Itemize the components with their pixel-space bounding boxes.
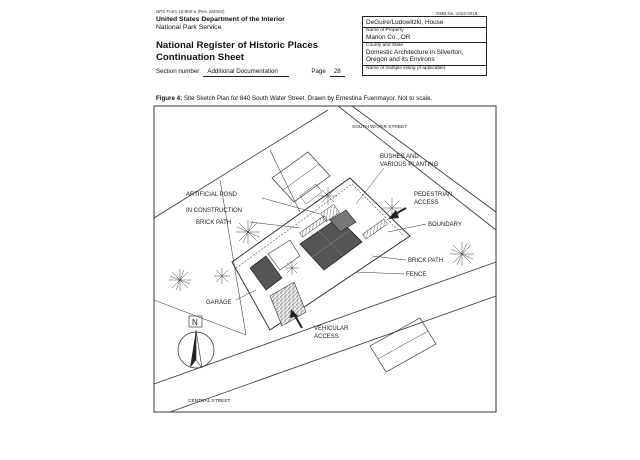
brick-path-east [363,219,388,239]
title-line-1: National Register of Historic Places [156,40,319,51]
property-name-label: Name of Property [366,28,404,33]
label-pedestrian-1: PEDESTRIAN [414,192,453,198]
label-north: N [192,318,198,327]
label-pond-2: IN CONSTRUCTION [186,208,242,214]
county-state: Marion Co., OR [366,34,411,41]
tree-6 [450,242,474,266]
lot-line-south [154,300,246,335]
section-value: Additional Documentation [203,68,289,77]
central-street-edge-2 [170,296,496,412]
label-vehicular-1: VEHICULAR [314,326,349,332]
tree-1 [236,220,260,244]
main-house [300,210,362,270]
page-value: 28 [330,68,345,77]
tree-2 [169,269,191,291]
label-fence: FENCE [406,272,427,278]
county-state-label: County and State [366,43,404,48]
label-pond-1: ARTIFICIAL POND [186,192,238,198]
gravel-driveway [270,282,306,326]
label-boundary: BOUNDARY [428,222,462,228]
label-pedestrian-2: ACCESS [414,200,439,206]
property-name: DeGuire/Ludowitzki, House [366,19,444,26]
figure-caption-label: Figure 4: [156,95,183,102]
listing-label: Name of multiple listing (if applicable) [366,66,446,71]
label-central-street: CENTRAL STREET [188,399,231,404]
listing-line-1: Domestic Architecture in Silverton, [366,49,464,56]
tree-7 [285,261,299,275]
neighbor-house-southeast [370,318,436,372]
page-label: Page [311,68,326,75]
tree-3 [214,268,230,284]
listing-line-2: Oregon and its Environs [366,56,435,63]
label-garage: GARAGE [206,300,232,306]
omb-number: OMB No. 1024-0018 [436,11,478,16]
label-brick-path-left: BRICK PATH [196,220,232,226]
section-label: Section number [156,68,200,75]
garage [250,240,300,290]
south-water-street-edge-1 [154,110,328,218]
title-line-2: Continuation Sheet [156,52,244,63]
service-name: National Park Service [156,24,222,31]
label-bushes-1: BUSHES AND [380,154,419,160]
label-vehicular-2: ACCESS [314,334,339,340]
label-bushes-2: VARIOUS PLANTING [380,162,439,168]
figure-caption-text: Site Sketch Plan for 840 South Water Street. Drawn by Ernestina Fuenmayor. Not to scale. [182,95,433,102]
label-brick-path-right: BRICK PATH [408,258,444,264]
agency-name: United States Department of the Interior [156,16,285,23]
form-number: NPS Form 10-900-a (Rev. 8/2002) [156,9,225,14]
label-south-water-street: SOUTH WATER STREET [352,125,408,130]
lot-line-west [220,180,246,335]
